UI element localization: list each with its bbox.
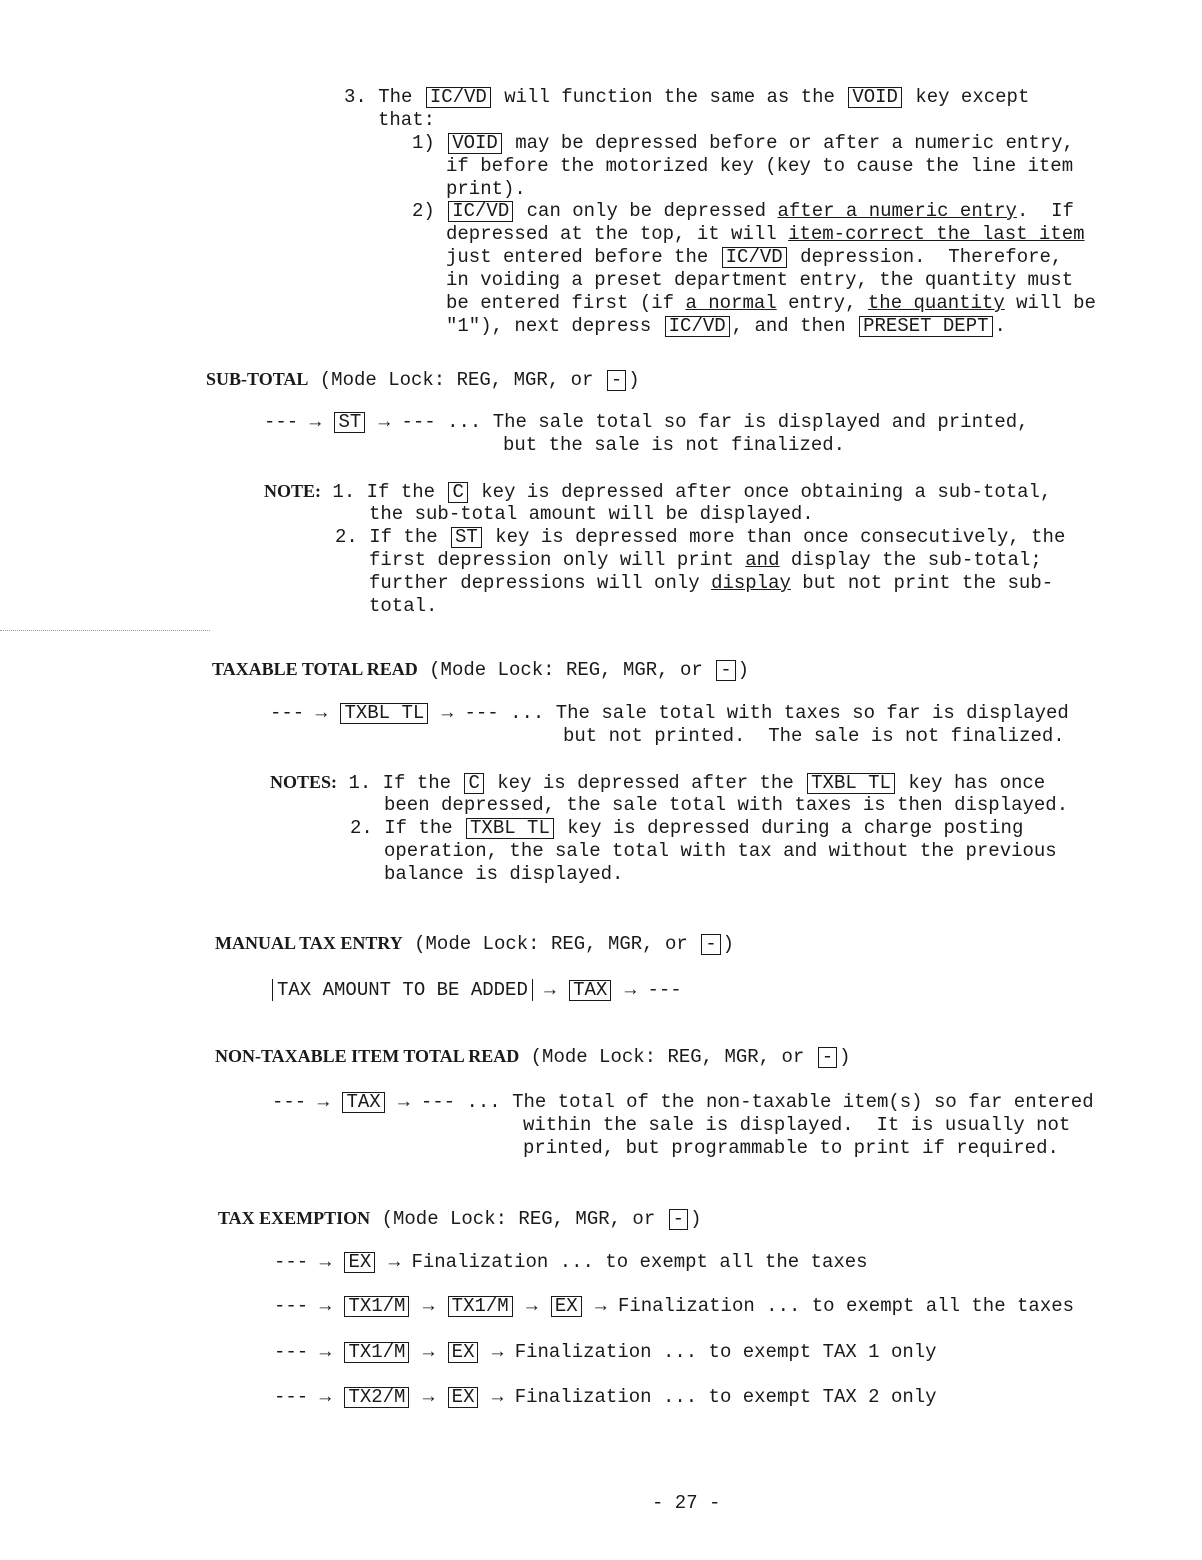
taxable-note1-line2: been depressed, the sale total with taxes is then displayed.	[384, 794, 1069, 816]
taxable-sequence: --- → TXBL TL → --- ... The sale total with taxes so far is displayed	[270, 702, 1069, 724]
minus-key: -	[701, 934, 720, 955]
subtotal-note2-line4: total.	[369, 595, 438, 617]
tx1m-key: TX1/M	[448, 1296, 513, 1317]
arrow-icon: →	[319, 1251, 332, 1273]
icvd-key: IC/VD	[448, 201, 513, 222]
item3-sub2-line2: depressed at the top, it will item-correct the last item	[446, 223, 1085, 245]
ex-key: EX	[448, 1342, 479, 1363]
arrow-icon: →	[315, 702, 328, 724]
arrow-icon: →	[319, 1386, 332, 1408]
item3-sub1: 1) VOID may be depressed before or after a numeric entry,	[412, 132, 1074, 154]
nontax-desc2: within the sale is displayed. It is usually not	[523, 1114, 1071, 1136]
minus-key: -	[607, 370, 626, 391]
manual-sequence: TAX AMOUNT TO BE ADDED → TAX → ---	[272, 979, 682, 1002]
exempt-row-4: --- → TX2/M → EX → Finalization ... to exempt TAX 2 only	[274, 1386, 937, 1408]
item3-sub2: 2) IC/VD can only be depressed after a numeric entry. If	[412, 200, 1074, 222]
void-key: VOID	[848, 87, 902, 108]
tx2m-key: TX2/M	[344, 1387, 409, 1408]
arrow-icon: →	[544, 979, 556, 1001]
taxable-note2: 2. If the TXBL TL key is depressed during a charge posting	[350, 817, 1024, 839]
subtotal-heading: SUB-TOTAL (Mode Lock: REG, MGR, or - )	[206, 369, 640, 391]
preset-dept-key: PRESET DEPT	[859, 316, 992, 337]
arrow-icon: →	[398, 1091, 410, 1113]
manual-heading: MANUAL TAX ENTRY (Mode Lock: REG, MGR, or - )	[215, 933, 734, 955]
icvd-key: IC/VD	[426, 87, 491, 108]
tax-key: TAX	[342, 1092, 384, 1113]
page-number: - 27 -	[652, 1492, 721, 1514]
subtotal-desc2: but the sale is not finalized.	[503, 434, 846, 456]
arrow-icon: →	[491, 1341, 504, 1363]
subtotal-note2: 2. If the ST key is depressed more than once consecutively, the	[335, 526, 1066, 548]
subtotal-note2-line3: further depressions will only display but not print the sub-	[369, 572, 1054, 594]
taxable-note2-line3: balance is displayed.	[384, 863, 624, 885]
c-key: C	[464, 773, 483, 794]
st-key: ST	[334, 412, 365, 433]
item3-sub2-line3: just entered before the IC/VD depression. Therefore,	[446, 246, 1063, 268]
ex-key: EX	[448, 1387, 479, 1408]
taxable-desc2: but not printed. The sale is not finalized.	[563, 725, 1065, 747]
taxable-note2-line2: operation, the sale total with tax and without the previous	[384, 840, 1057, 862]
c-key: C	[448, 482, 467, 503]
item3-sub1-line3: print).	[446, 178, 526, 200]
exempt-heading: TAX EXEMPTION (Mode Lock: REG, MGR, or - )	[218, 1208, 702, 1230]
exempt-row-3: --- → TX1/M → EX → Finalization ... to exempt TAX 1 only	[274, 1341, 937, 1363]
nontax-sequence: --- → TAX → --- ... The total of the non-taxable item(s) so far entered	[272, 1091, 1094, 1113]
tx1m-key: TX1/M	[344, 1342, 409, 1363]
arrow-icon: →	[319, 1341, 332, 1363]
exempt-row-2: --- → TX1/M → TX1/M → EX → Finalization ... to exempt all the taxes	[274, 1295, 1075, 1317]
tax-key: TAX	[569, 980, 611, 1001]
arrow-icon: →	[317, 1091, 330, 1113]
arrow-icon: →	[422, 1386, 435, 1408]
item3-sub2-line4: in voiding a preset department entry, the quantity must	[446, 269, 1074, 291]
tx1m-key: TX1/M	[344, 1296, 409, 1317]
arrow-icon: →	[378, 411, 391, 433]
subtotal-note2-line2: first depression only will print and display the sub-total;	[369, 549, 1042, 571]
taxable-heading: TAXABLE TOTAL READ (Mode Lock: REG, MGR, or - )	[212, 659, 750, 681]
ex-key: EX	[344, 1252, 375, 1273]
minus-key: -	[818, 1047, 837, 1068]
exempt-row-1: --- → EX → Finalization ... to exempt all the taxes	[274, 1251, 868, 1273]
arrow-icon: →	[388, 1251, 401, 1273]
icvd-key: IC/VD	[722, 247, 787, 268]
icvd-key: IC/VD	[665, 316, 730, 337]
taxable-note1: NOTES: 1. If the C key is depressed after the TXBL TL key has once	[270, 772, 1046, 794]
ex-key: EX	[551, 1296, 582, 1317]
item3-line1: 3. The IC/VD will function the same as the VOID key except	[344, 86, 1030, 108]
txbl-tl-key: TXBL TL	[340, 703, 428, 724]
subtotal-sequence: --- → ST → --- ... The sale total so far is displayed and printed,	[264, 411, 1029, 433]
subtotal-note1: NOTE: 1. If the C key is depressed after once obtaining a sub-total,	[264, 481, 1052, 503]
arrow-icon: →	[624, 979, 637, 1001]
arrow-icon: →	[441, 702, 454, 724]
item3-line2: that:	[378, 109, 436, 131]
minus-key: -	[669, 1209, 688, 1230]
subtotal-note1-line2: the sub-total amount will be displayed.	[369, 503, 814, 525]
arrow-icon: →	[491, 1386, 504, 1408]
void-key: VOID	[448, 133, 502, 154]
arrow-icon: →	[319, 1295, 332, 1317]
arrow-icon: →	[595, 1295, 607, 1317]
item3-sub2-line5: be entered first (if a normal entry, the quantity will be	[446, 292, 1096, 314]
arrow-icon: →	[422, 1341, 435, 1363]
st-key: ST	[451, 527, 482, 548]
item3-sub1-line2: if before the motorized key (key to cause the line item	[446, 155, 1074, 177]
arrow-icon: →	[422, 1295, 435, 1317]
txbl-tl-key: TXBL TL	[466, 818, 554, 839]
txbl-tl-key: TXBL TL	[807, 773, 895, 794]
nontax-desc3: printed, but programmable to print if required.	[523, 1137, 1059, 1159]
arrow-icon: →	[526, 1295, 538, 1317]
minus-key: -	[716, 660, 735, 681]
scan-artifact	[0, 630, 210, 631]
tax-amount-box: TAX AMOUNT TO BE ADDED	[272, 979, 533, 1001]
nontax-heading: NON-TAXABLE ITEM TOTAL READ (Mode Lock: REG, MGR, or - )	[215, 1046, 851, 1068]
item3-sub2-line6: "1"), next depress IC/VD , and then PRESET DEPT .	[446, 315, 1006, 337]
arrow-icon: →	[309, 411, 322, 433]
